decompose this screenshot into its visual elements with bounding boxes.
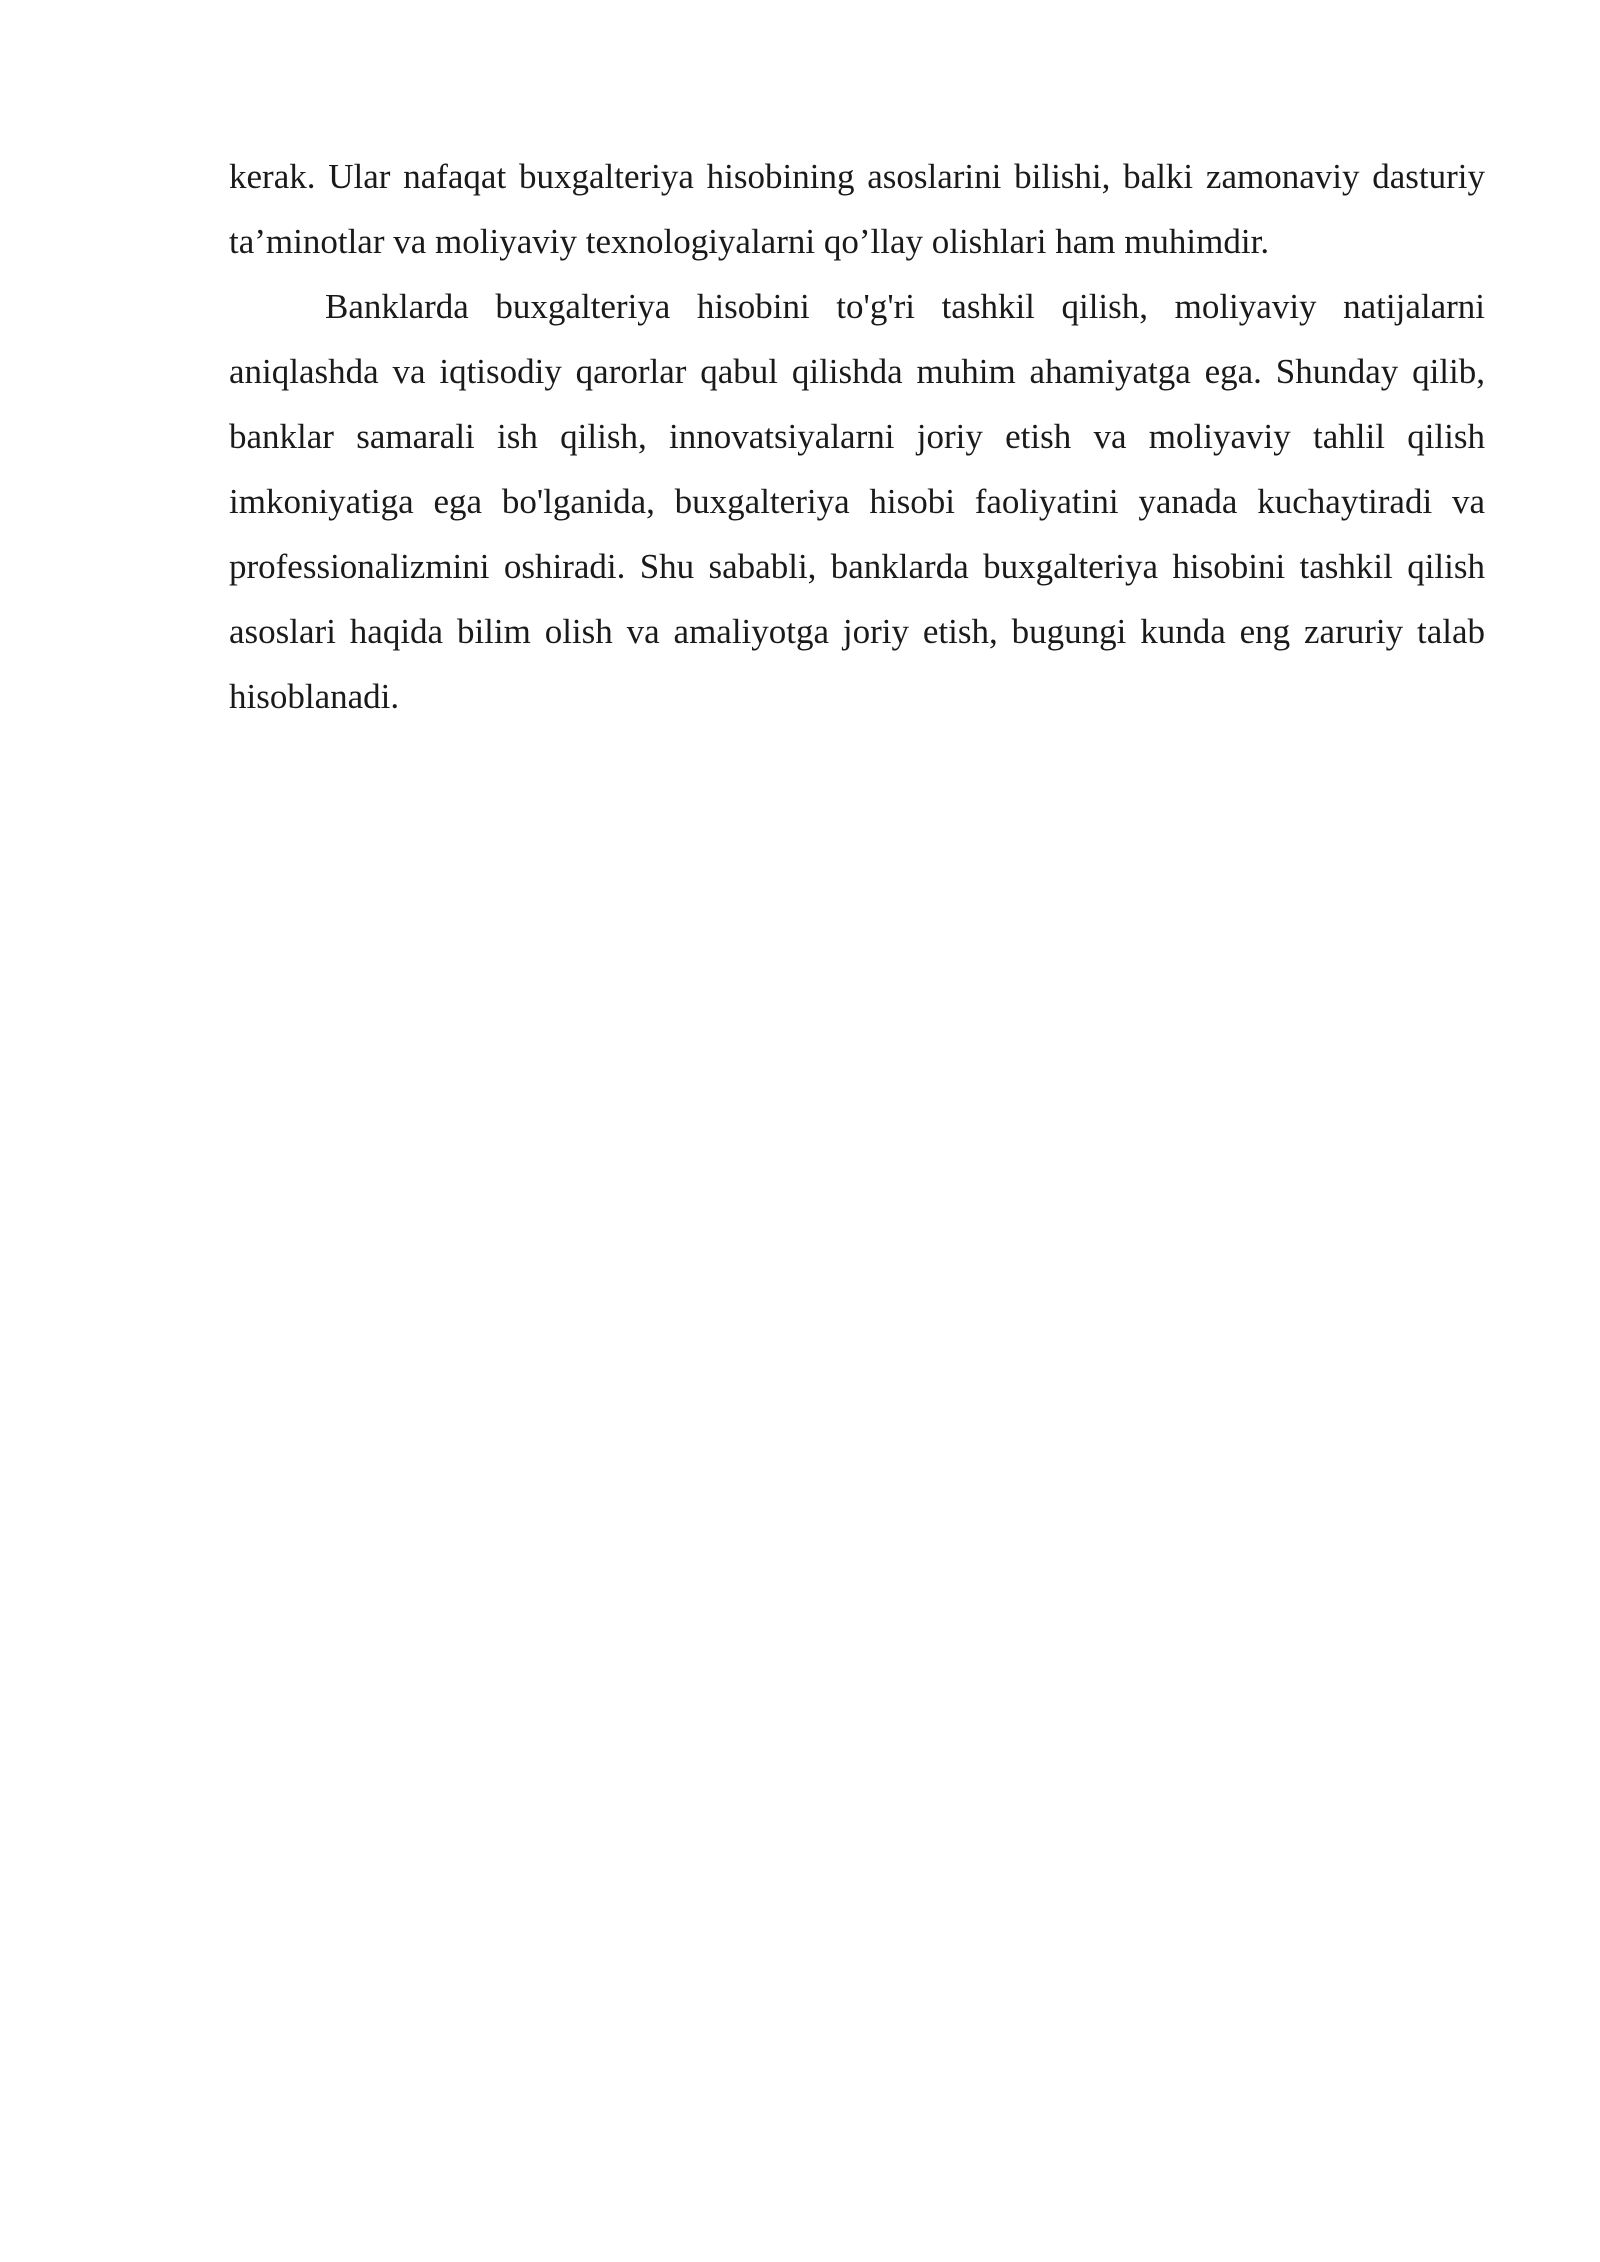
paragraph: Banklarda buxgalteriya hisobini to'g'ri tashkil qilish, moliyaviy natijalarni aniqlashda va iqtisodiy qarorlar qabul qilishda muhim ahamiyatga ega. Shunday qilib, banklar samarali ish qilish, innovatsiyalarni joriy etish va moliyaviy tahlil qilish imkoniyatiga ega bo'lganida, buxgalteriya hisobi faoliyatini yanada kuchaytiradi va professionalizmini oshiradi. Shu sababli, banklarda buxgalteriya hisobini tashkil qilish asoslari haqida bilim olish va amaliyotga joriy etish, bugungi kunda eng zaruriy talab hisoblanadi.	[229, 287, 1485, 716]
body-text	[229, 144, 1485, 729]
paragraph-continued: kerak. Ular nafaqat buxgalteriya hisobining asoslarini bilishi, balki zamonaviy dasturiy ta’minotlar va moliyaviy texnologiyalarni qo’llay olishlari ham muhimdir.	[229, 157, 1485, 261]
